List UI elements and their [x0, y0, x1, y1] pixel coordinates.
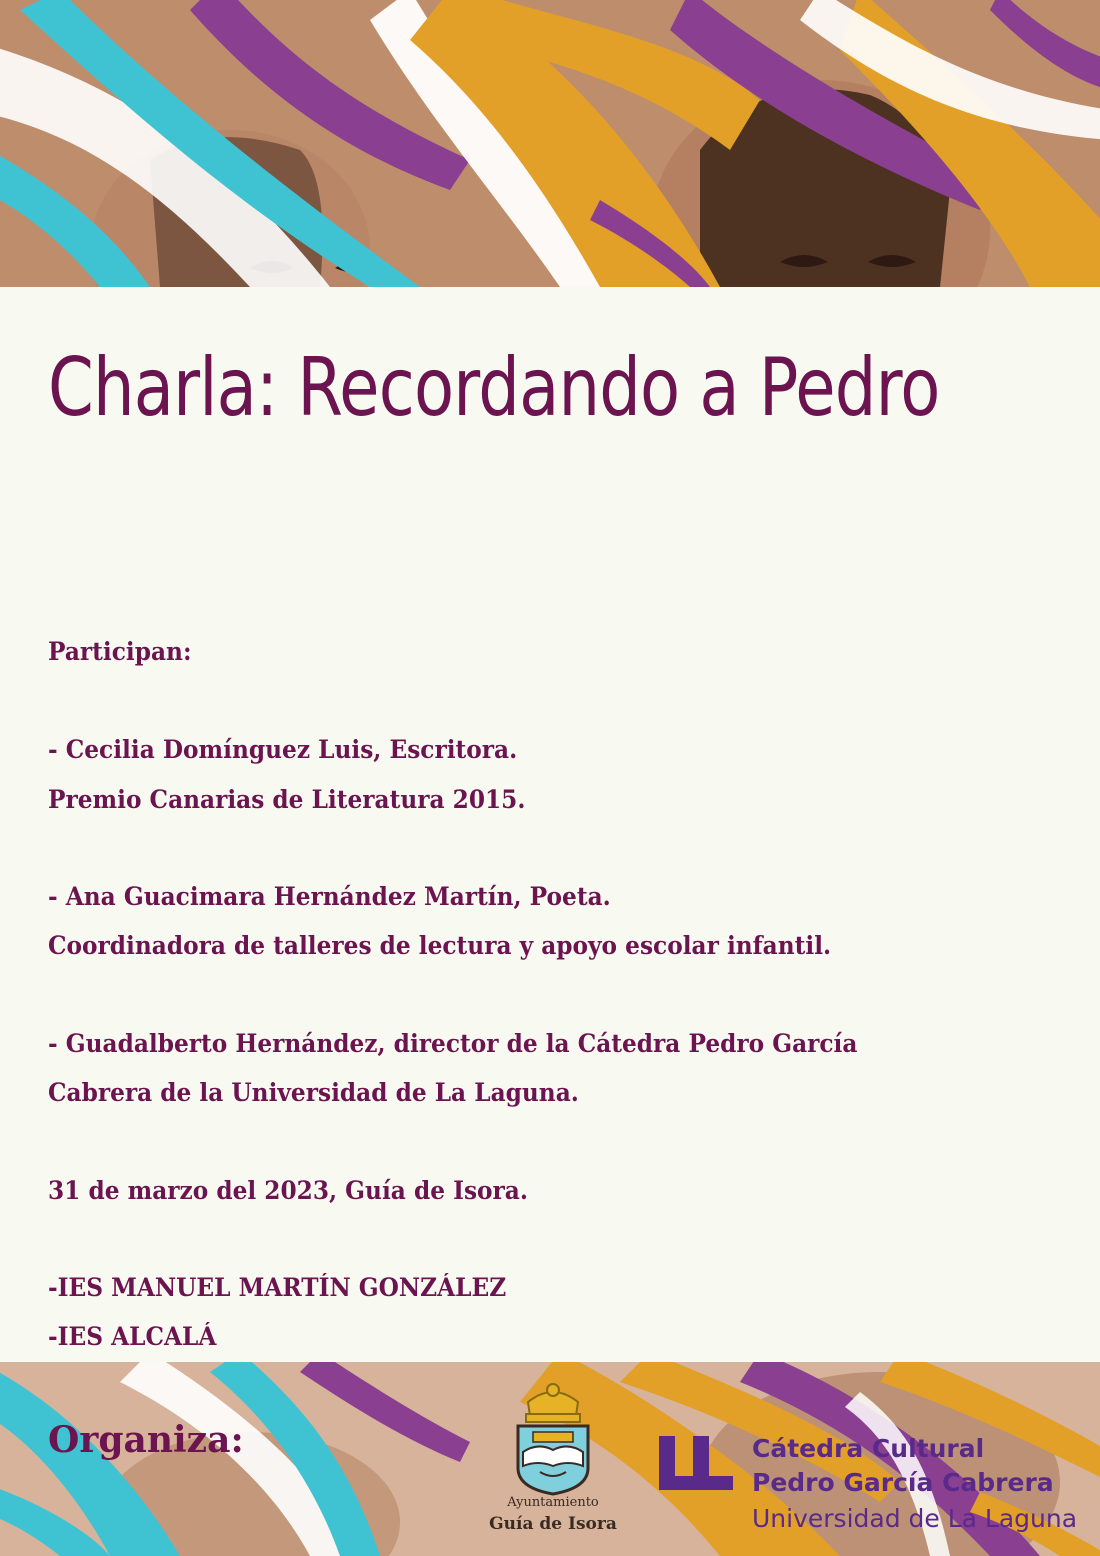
participant-1-line-2: Premio Canarias de Literatura 2015.: [48, 785, 526, 814]
ayuntamiento-label: Ayuntamiento: [507, 1495, 599, 1510]
catedra-title: Cátedra Cultural: [752, 1434, 985, 1463]
organiza-label: Organiza:: [48, 1419, 244, 1461]
participant-2-line-1: - Ana Guacimara Hernández Martín, Poeta.: [48, 882, 611, 911]
event-date-place: 31 de marzo del 2023, Guía de Isora.: [48, 1176, 528, 1205]
guia-de-isora-label: Guía de Isora: [489, 1514, 617, 1534]
participant-1-line-1: - Cecilia Domínguez Luis, Escritora.: [48, 735, 518, 764]
participant-2-line-2: Coordinadora de talleres de lectura y apoyo escolar infantil.: [48, 931, 832, 960]
page-title: Charla: Recordando a Pedro: [48, 341, 940, 434]
header-artwork: [0, 0, 1100, 287]
participants-heading: Participan:: [48, 637, 192, 666]
catedra-name: Pedro García Cabrera: [752, 1468, 1054, 1497]
school-1: -IES MANUEL MARTÍN GONZÁLEZ: [48, 1273, 507, 1302]
catedra-university: Universidad de La Laguna: [752, 1504, 1078, 1533]
participant-3-line-1: - Guadalberto Hernández, director de la Cátedra Pedro García: [48, 1029, 858, 1058]
school-2: -IES ALCALÁ: [48, 1322, 217, 1351]
catedra-logo-icon: [655, 1432, 737, 1494]
participant-3-line-2: Cabrera de la Universidad de La Laguna.: [48, 1078, 579, 1107]
header-brush-strokes-image: [0, 0, 1100, 287]
